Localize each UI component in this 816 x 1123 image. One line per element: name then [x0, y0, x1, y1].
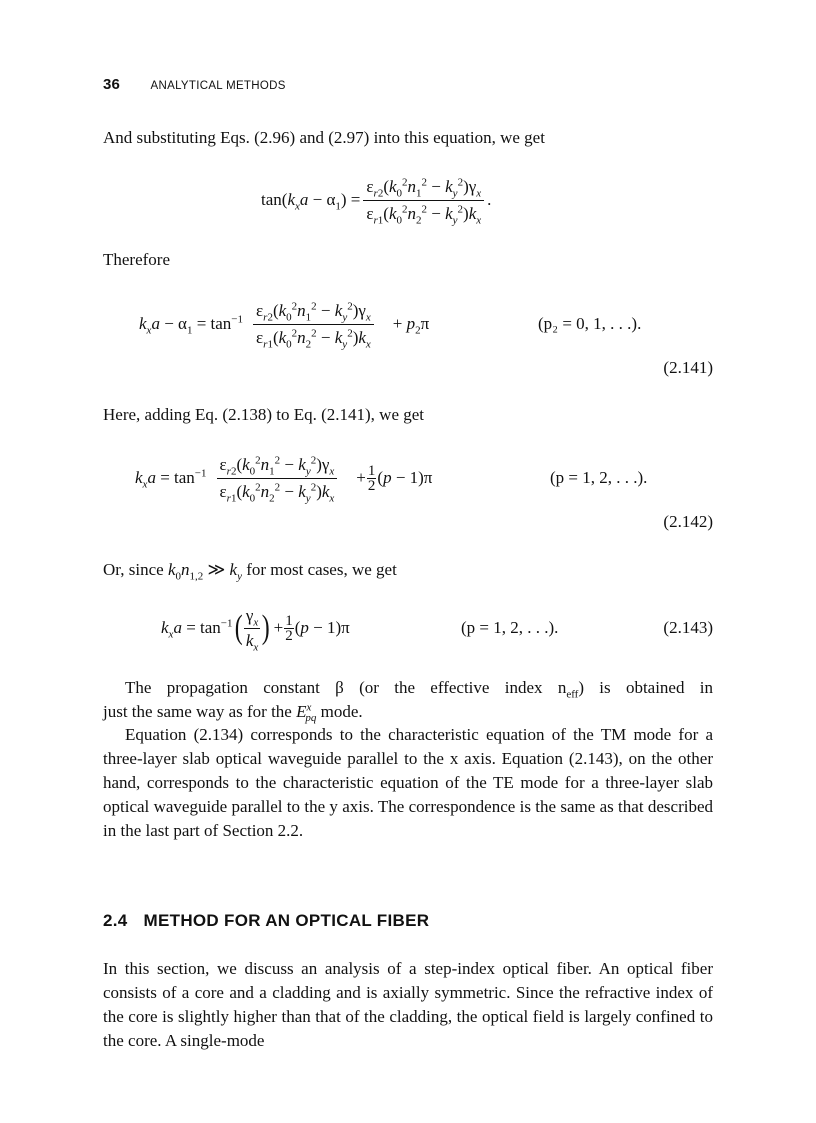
page-number: 36: [103, 76, 121, 93]
equation-2-142: $k_xa = \tan^{-1}$ $\frac{\varepsilon_{r2}(k_0^2n_1^2 - k_y^2)\gamma_x}{\varepsilon_{r1}(k_0^2n_2^2 - k_y^2)k_x}$ + $\frac{1}{2}$ (p − 1)π (p = 1, 2, . . .).: [103, 448, 713, 508]
fraction: $\frac{\gamma_x}{k_x}$: [245, 605, 259, 653]
equation-number-2-142: (2.142): [663, 512, 713, 531]
paragraph-substituting: And substituting Eqs. (2.96) and (2.97) into this equation, we get: [103, 128, 545, 147]
paragraph-fiber-intro: In this section, we discuss an analysis of a step-index optical fiber. An optical fiber consists of a core and a cladding and is axially symmetric. Since the refractive index of the core is slightly higher than that of the cladding, the optical field is largely confined to the core. A single-mode: [103, 959, 713, 1050]
fraction: $\frac{\varepsilon_{r2}(k_0^2n_1^2 - k_y^2)\gamma_x}{\varepsilon_{r1}(k_0^2n_2^2 - k_y^2)k_x}$: [217, 454, 338, 503]
equation-2-142-condition: (p = 1, 2, . . .).: [550, 468, 648, 487]
equation-2-143-condition: (p = 1, 2, . . .).: [461, 618, 559, 637]
section-title: METHOD FOR AN OPTICAL FIBER: [143, 911, 430, 930]
fraction: $\frac{\varepsilon_{r2}(k_0^2n_1^2 - k_y^2)\gamma_x}{\varepsilon_{r1}(k_0^2n_2^2 - k_y^2)k_x}$: [363, 176, 484, 225]
fraction-half: $\frac{1}{2}$: [367, 462, 376, 494]
equation-tan-body: $\tan(k_xa - \alpha_1)$ = $\frac{\varepsilon_{r2}(k_0^2n_1^2 - k_y^2)\gamma_x}{\varepsilon_{r1}(k_0^2n_2^2 - k_y^2)k_x}$ .: [261, 175, 492, 226]
paragraph-correspondence: Equation (2.134) corresponds to the characteristic equation of the TM mode for a three-layer slab optical waveguide parallel to the x axis. Equation (2.143), on the other hand, corresponds to the characteristic equation of the TE mode for a three-layer slab optical waveguide parallel to the y axis. The correspondence is the same as that described in the last part of Section 2.2.: [103, 725, 713, 840]
paragraph-propagation-line2: just the same way as for the $E^x_{pq}$ mode.: [103, 701, 363, 725]
paragraph-propagation-line1: The propagation constant β (or the effective index $n_{eff}$) is obtained in: [125, 678, 713, 701]
paragraph-therefore: Therefore: [103, 250, 171, 269]
equation-tan: [103, 170, 713, 230]
section-heading: [103, 911, 429, 931]
running-title: ANALYTICAL METHODS: [150, 80, 286, 92]
running-head: [103, 76, 286, 94]
fraction-half: $\frac{1}{2}$: [285, 612, 293, 644]
section-number: 2.4: [103, 911, 128, 930]
page: [103, 0, 713, 1123]
paragraph-adding: Here, adding Eq. (2.138) to Eq. (2.141), we get: [103, 405, 425, 424]
paragraph-or-since: Or, since $k_0n_{1,2}$ ≫ $k_y$ for most cases, we get: [103, 560, 397, 583]
equation-2-141-condition: (p₂ = 0, 1, . . .).: [538, 314, 642, 333]
equation-2-143: $k_xa = \tan^{-1}$ ( $\frac{\gamma_x}{k_x}$ ) + $\frac{1}{2}$ (p − 1)π (p = 1, 2, . . .). (2.143): [103, 598, 713, 658]
equation-number-2-141: (2.141): [663, 358, 713, 377]
equation-2-141: $k_xa - \alpha_1 = \tan^{-1}$ $\frac{\varepsilon_{r2}(k_0^2n_1^2 - k_y^2)\gamma_x}{\varepsilon_{r1}(k_0^2n_2^2 - k_y^2)k_x}$ + $p_2\pi$ (p₂ = 0, 1, . . .).: [103, 294, 713, 354]
equation-number-2-143: (2.143): [663, 618, 713, 637]
fraction: $\frac{\varepsilon_{r2}(k_0^2n_1^2 - k_y^2)\gamma_x}{\varepsilon_{r1}(k_0^2n_2^2 - k_y^2)k_x}$: [253, 300, 374, 349]
